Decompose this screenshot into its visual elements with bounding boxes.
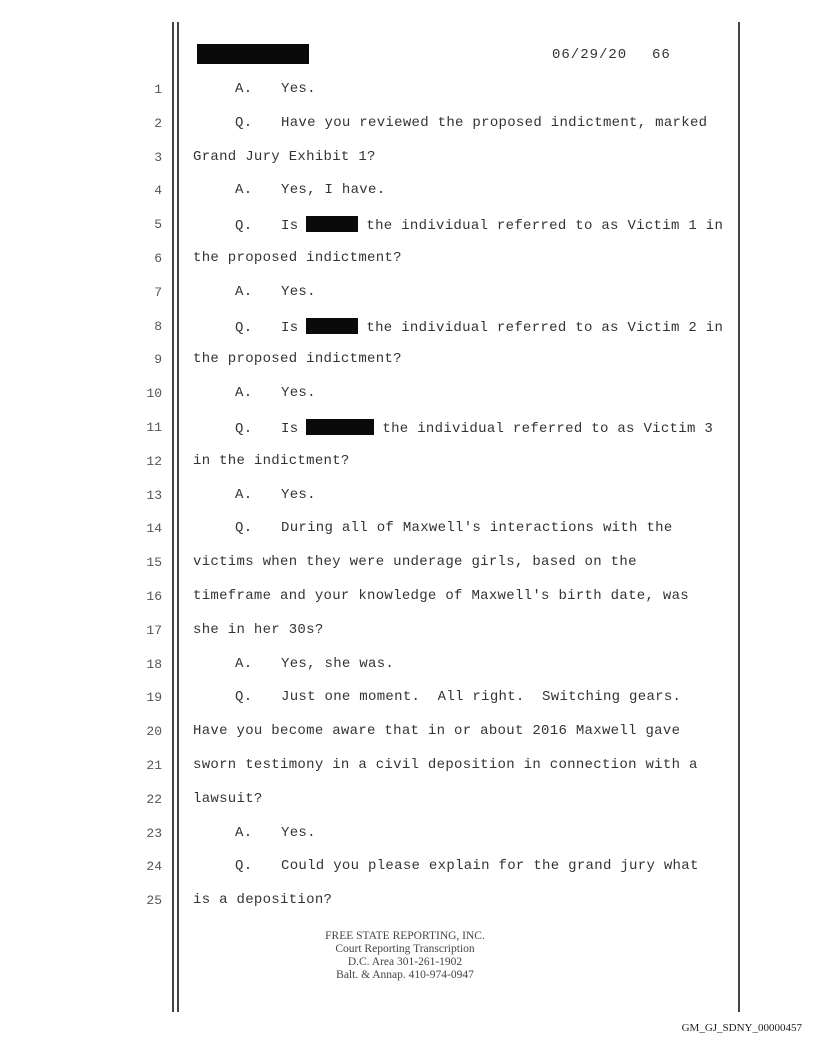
transcript-line bbox=[193, 318, 780, 336]
redaction-block bbox=[306, 419, 374, 435]
footer-company: FREE STATE REPORTING, INC. bbox=[325, 930, 485, 942]
speaker-label: Q. bbox=[235, 689, 253, 705]
line-number: 1 bbox=[154, 82, 162, 97]
line-text-before: Is bbox=[281, 218, 299, 234]
speaker-label: A. bbox=[235, 81, 253, 97]
footer-services: Court Reporting Transcription bbox=[335, 943, 475, 955]
transcript-line bbox=[193, 182, 780, 198]
speaker-label: A. bbox=[235, 182, 253, 198]
line-text: Yes. bbox=[281, 385, 316, 401]
line-number: 20 bbox=[146, 724, 162, 739]
transcript-line bbox=[193, 892, 738, 908]
reporter-footer bbox=[300, 930, 510, 982]
speaker-label: A. bbox=[235, 656, 253, 672]
page-header bbox=[197, 44, 717, 66]
transcript-line bbox=[193, 723, 738, 739]
transcript-line bbox=[193, 351, 738, 367]
line-number: 24 bbox=[146, 859, 162, 874]
line-number: 13 bbox=[146, 488, 162, 503]
speaker-label: A. bbox=[235, 385, 253, 401]
speaker-label: Q. bbox=[235, 858, 253, 874]
transcript-line bbox=[193, 149, 738, 165]
line-number: 8 bbox=[154, 319, 162, 334]
line-text: Have you become aware that in or about 2016 Maxwell gave bbox=[193, 723, 681, 739]
line-text-after: the individual referred to as Victim 3 bbox=[382, 421, 714, 437]
transcript-line bbox=[193, 115, 780, 131]
line-text: Yes. bbox=[281, 81, 316, 97]
line-number: 25 bbox=[146, 893, 162, 908]
line-number: 23 bbox=[146, 826, 162, 841]
line-text: Could you please explain for the grand jury what bbox=[281, 858, 699, 874]
line-text-before: Is bbox=[281, 421, 299, 437]
line-text: she in her 30s? bbox=[193, 622, 324, 638]
line-text: Yes, I have. bbox=[281, 182, 386, 198]
transcript-line bbox=[193, 656, 780, 672]
left-margin-rule-1 bbox=[172, 22, 174, 1012]
transcript-line bbox=[193, 791, 738, 807]
line-text-before: Is bbox=[281, 320, 299, 336]
line-text-after: the individual referred to as Victim 2 in bbox=[366, 320, 724, 336]
line-number: 21 bbox=[146, 758, 162, 773]
line-number: 2 bbox=[154, 116, 162, 131]
footer-balt-phone: Balt. & Annap. 410-974-0947 bbox=[336, 969, 474, 981]
line-number: 11 bbox=[146, 420, 162, 435]
transcript-line bbox=[193, 216, 780, 234]
line-text: Yes. bbox=[281, 284, 316, 300]
left-margin-rule-2 bbox=[177, 22, 179, 1012]
transcript-line bbox=[193, 81, 780, 97]
speaker-label: Q. bbox=[235, 421, 253, 437]
line-number: 6 bbox=[154, 251, 162, 266]
line-number: 7 bbox=[154, 285, 162, 300]
transcript-line bbox=[193, 588, 738, 604]
redaction-block bbox=[306, 318, 358, 334]
transcript-line bbox=[193, 554, 738, 570]
transcript-line bbox=[193, 250, 738, 266]
line-number: 19 bbox=[146, 690, 162, 705]
line-number: 4 bbox=[154, 183, 162, 198]
transcript-line bbox=[193, 622, 738, 638]
speaker-label: Q. bbox=[235, 520, 253, 536]
transcript-line bbox=[193, 419, 780, 437]
line-text: During all of Maxwell's interactions with the bbox=[281, 520, 673, 536]
transcript-line bbox=[193, 385, 780, 401]
line-text: lawsuit? bbox=[193, 791, 263, 807]
line-text: sworn testimony in a civil deposition in connection with a bbox=[193, 757, 698, 773]
line-number: 3 bbox=[154, 150, 162, 165]
line-text: in the indictment? bbox=[193, 453, 350, 469]
bates-number: GM_GJ_SDNY_00000457 bbox=[681, 1022, 802, 1034]
line-number: 14 bbox=[146, 521, 162, 536]
transcript-line bbox=[193, 487, 780, 503]
line-text: the proposed indictment? bbox=[193, 250, 402, 266]
transcript-line bbox=[193, 284, 780, 300]
line-number: 22 bbox=[146, 792, 162, 807]
line-text: is a deposition? bbox=[193, 892, 333, 908]
line-number: 9 bbox=[154, 352, 162, 367]
transcript-line bbox=[193, 858, 780, 874]
speaker-label: Q. bbox=[235, 218, 253, 234]
line-text: the proposed indictment? bbox=[193, 351, 402, 367]
line-number: 18 bbox=[146, 657, 162, 672]
line-number: 15 bbox=[146, 555, 162, 570]
speaker-label: A. bbox=[235, 487, 253, 503]
line-number: 10 bbox=[146, 386, 162, 401]
line-number: 17 bbox=[146, 623, 162, 638]
speaker-label: A. bbox=[235, 284, 253, 300]
redaction-block bbox=[306, 216, 358, 232]
line-number: 5 bbox=[154, 217, 162, 232]
line-text: timeframe and your knowledge of Maxwell's birth date, was bbox=[193, 588, 689, 604]
transcript-line bbox=[193, 689, 780, 705]
line-text: Have you reviewed the proposed indictment, marked bbox=[281, 115, 708, 131]
speaker-label: A. bbox=[235, 825, 253, 841]
transcript-line bbox=[193, 520, 780, 536]
line-text-after: the individual referred to as Victim 1 in bbox=[366, 218, 724, 234]
transcript-line bbox=[193, 757, 738, 773]
transcript-line bbox=[193, 453, 738, 469]
line-text: Grand Jury Exhibit 1? bbox=[193, 149, 376, 165]
line-text: Yes. bbox=[281, 825, 316, 841]
speaker-label: Q. bbox=[235, 115, 253, 131]
line-number: 16 bbox=[146, 589, 162, 604]
line-text: Yes, she was. bbox=[281, 656, 395, 672]
line-text: Just one moment. All right. Switching gears. bbox=[281, 689, 682, 705]
transcript-date: 06/29/20 bbox=[552, 47, 628, 63]
transcript-line bbox=[193, 825, 780, 841]
line-text: victims when they were underage girls, based on the bbox=[193, 554, 637, 570]
page-number: 66 bbox=[652, 47, 671, 63]
speaker-label: Q. bbox=[235, 320, 253, 336]
footer-dc-phone: D.C. Area 301-261-1902 bbox=[347, 956, 463, 968]
line-text: Yes. bbox=[281, 487, 316, 503]
redaction-block bbox=[197, 44, 309, 64]
line-number: 12 bbox=[146, 454, 162, 469]
